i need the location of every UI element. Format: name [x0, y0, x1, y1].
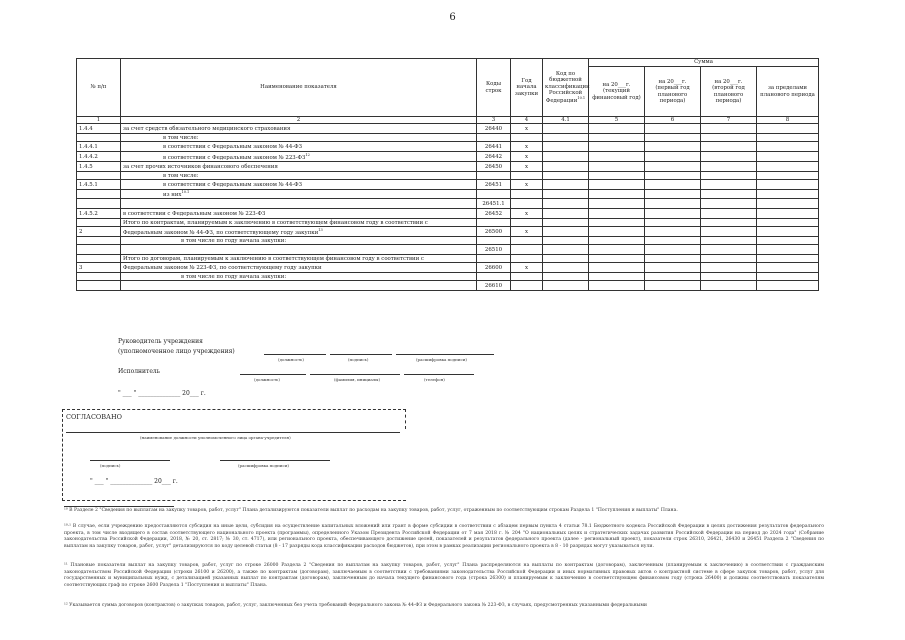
head-label: Руководитель учреждения [118, 338, 203, 345]
row-value-cell [589, 255, 645, 263]
row-name [121, 245, 477, 255]
cap-phone: (телефон) [424, 377, 445, 382]
row-value-cell [543, 209, 589, 219]
row-value-cell [645, 273, 701, 281]
head-signature-line [330, 354, 392, 355]
head-label-2: (уполномоченное лицо учреждения) [118, 348, 235, 355]
row-num: 1.4.4 [77, 124, 121, 134]
column-numbers-row [77, 117, 819, 124]
row-value-cell [543, 134, 589, 142]
row-value-cell [589, 190, 645, 199]
row-year [511, 255, 543, 263]
table-row [77, 209, 819, 219]
row-code: 26452 [477, 209, 511, 219]
row-value-cell [543, 172, 589, 180]
row-code: 26600 [477, 263, 511, 273]
row-value-cell [757, 209, 819, 219]
row-value-cell [645, 281, 701, 291]
row-name: в соответствии с Федеральным законом № 44-ФЗ [121, 142, 477, 152]
agreed-cap-signature: (подпись) [100, 463, 121, 468]
row-value-cell [543, 190, 589, 199]
table-row [77, 162, 819, 172]
row-code: 26510 [477, 245, 511, 255]
table-row [77, 219, 819, 227]
col-number: 6 [645, 117, 701, 124]
row-value-cell [589, 162, 645, 172]
row-value-cell [589, 180, 645, 190]
row-value-cell [645, 255, 701, 263]
payments-table [76, 58, 819, 291]
row-value-cell [757, 134, 819, 142]
row-name [121, 281, 477, 291]
row-value-cell [589, 263, 645, 273]
row-value-cell [757, 281, 819, 291]
footnote-10-1: ¹⁰·¹ В случае, если учреждению предоставляются субсидия на иные цели, субсидия на осуществление капитальных вложений или грант в форме субсидии в соответствии с абзацем первым пункта 4 статьи 78.1 Бюджетного кодекса Российской Федерации в целях достижения результатов федерального проекта, в том числе входящего в состав соответствующего национального проекта (программы), определенного Указом Президента Российской Федерации от 7 мая 2018 г. № 204 "О национальных целях и стратегических задачах развития Российской Федерации на период до 2024 года" (Собрание законодательства Российской Федерации, 2018, № 20, ст. 2817; № 30, ст. 4717), или регионального проекта, обеспечивающего достижение целей, показателей и результатов федерального проекта (далее - региональный проект), показатели строк 26310, 26421, 26430 и 26451 Раздела 2 "Сведения по выплатам на закупку товаров, работ, услуг" детализируются по коду целевой статьи (8 - 17 разряды кода классификации расходов бюджетов), при этом в рамках реализации регионального проекта в 8 - 10 разрядах могут указываться нули. [64, 524, 824, 549]
row-value-cell [757, 172, 819, 180]
row-name: за счет средств обязательного медицинского страхования [121, 124, 477, 134]
cap-position2: (должность) [254, 377, 280, 382]
row-value-cell [757, 162, 819, 172]
row-value-cell [701, 209, 757, 219]
row-value-cell [701, 255, 757, 263]
row-year [511, 237, 543, 245]
row-value-cell [589, 134, 645, 142]
row-value-cell [589, 172, 645, 180]
executor-name-line [310, 374, 400, 375]
table-row [77, 180, 819, 190]
row-value-cell [701, 281, 757, 291]
row-num [77, 281, 121, 291]
header-sum-beyond: за пределами планового периода [757, 67, 819, 117]
row-year [511, 134, 543, 142]
row-value-cell [757, 273, 819, 281]
row-num: 2 [77, 227, 121, 237]
row-year [511, 172, 543, 180]
row-value-cell [645, 237, 701, 245]
row-value-cell [757, 219, 819, 227]
table-row [77, 255, 819, 263]
row-value-cell [645, 219, 701, 227]
row-name: Итого по договорам, планируемым к заключению в соответствующем финансовом году в соответствии с [121, 255, 477, 263]
row-value-cell [701, 152, 757, 162]
row-name: в соответствии с Федеральным законом № 223-ФЗ$^{12}$ [121, 152, 477, 162]
row-num [77, 255, 121, 263]
col-number: 4.1 [543, 117, 589, 124]
row-name: в соответствии с Федеральным законом № 44-ФЗ [121, 180, 477, 190]
row-code: 26610 [477, 281, 511, 291]
agreed-signature-line [90, 460, 170, 461]
row-value-cell [589, 281, 645, 291]
row-value-cell [757, 263, 819, 273]
row-name: Итого по контрактам, планируемым к заключению в соответствующем финансовом году в соответствии с [121, 219, 477, 227]
row-code: 26451 [477, 180, 511, 190]
page-number: 6 [449, 12, 456, 23]
row-year: x [511, 180, 543, 190]
row-num [77, 190, 121, 199]
row-value-cell [645, 134, 701, 142]
row-name: Федеральным законом № 44-ФЗ, по соответствующему году закупки$^{13}$ [121, 227, 477, 237]
table-row [77, 237, 819, 245]
row-value-cell [543, 281, 589, 291]
row-code [477, 134, 511, 142]
row-name: в том числе по году начала закупки: [121, 273, 477, 281]
row-code: 26441 [477, 142, 511, 152]
row-num: 1.4.4.2 [77, 152, 121, 162]
row-value-cell [701, 273, 757, 281]
row-value-cell [589, 227, 645, 237]
col-number: 2 [121, 117, 477, 124]
row-num [77, 199, 121, 209]
agreed-cap-org: (наименование должности уполномоченного лица органа-учредителя) [140, 435, 291, 440]
row-value-cell [589, 124, 645, 134]
table-row [77, 142, 819, 152]
footnote-rule [64, 506, 174, 507]
row-code: 26450 [477, 162, 511, 172]
row-num: 1.4.4.1 [77, 142, 121, 152]
col-number: 4 [511, 117, 543, 124]
row-num: 1.4.5.2 [77, 209, 121, 219]
row-name: в том числе: [121, 134, 477, 142]
row-value-cell [701, 172, 757, 180]
col-number: 8 [757, 117, 819, 124]
row-value-cell [645, 162, 701, 172]
row-value-cell [757, 152, 819, 162]
row-num: 1.4.5 [77, 162, 121, 172]
executor-position-line [240, 374, 306, 375]
agreed-cap-decoding: (расшифровка подписи) [238, 463, 289, 468]
row-code: 26451.1 [477, 199, 511, 209]
table-row [77, 199, 819, 209]
table-row [77, 227, 819, 237]
row-code [477, 172, 511, 180]
row-value-cell [757, 180, 819, 190]
col-number: 3 [477, 117, 511, 124]
row-year [511, 245, 543, 255]
row-num [77, 237, 121, 245]
row-name: Федеральным законом № 223-ФЗ, по соответствующему году закупки [121, 263, 477, 273]
row-code [477, 219, 511, 227]
row-value-cell [701, 124, 757, 134]
row-value-cell [645, 180, 701, 190]
row-code [477, 273, 511, 281]
executor-phone-line [404, 374, 474, 375]
row-value-cell [645, 199, 701, 209]
row-code: 26440 [477, 124, 511, 134]
row-name: в том числе по году начала закупки: [121, 237, 477, 245]
row-value-cell [645, 172, 701, 180]
row-value-cell [701, 142, 757, 152]
row-value-cell [543, 219, 589, 227]
table-row [77, 281, 819, 291]
cap-name: (фамилия, инициалы) [334, 377, 381, 382]
header-sum-second: на 20___г. (второй год планового периода) [701, 67, 757, 117]
row-value-cell [645, 263, 701, 273]
row-value-cell [701, 199, 757, 209]
row-value-cell [543, 237, 589, 245]
row-value-cell [543, 227, 589, 237]
row-value-cell [543, 124, 589, 134]
row-value-cell [757, 190, 819, 199]
row-value-cell [757, 245, 819, 255]
row-value-cell [589, 245, 645, 255]
row-year: x [511, 227, 543, 237]
header-sum-first: на 20___г. (первый год планового периода) [645, 67, 701, 117]
row-value-cell [543, 273, 589, 281]
row-value-cell [543, 152, 589, 162]
head-position-line [264, 354, 326, 355]
row-num [77, 219, 121, 227]
table-row [77, 124, 819, 134]
executor-label: Исполнитель [118, 368, 160, 375]
row-value-cell [543, 180, 589, 190]
agreed-decoding-line [220, 460, 330, 461]
table-row [77, 245, 819, 255]
cap-position: (должность) [278, 357, 304, 362]
row-value-cell [701, 219, 757, 227]
head-decoding-line [396, 354, 494, 355]
agreed-box [62, 409, 406, 501]
row-value-cell [701, 263, 757, 273]
row-value-cell [589, 273, 645, 281]
row-value-cell [543, 245, 589, 255]
agreed-box-edge [405, 409, 406, 429]
row-value-cell [645, 142, 701, 152]
agreed-org-line [66, 432, 400, 433]
table-row [77, 273, 819, 281]
sign-date: " ___ " ______________ 20___ г. [118, 390, 206, 397]
row-value-cell [645, 124, 701, 134]
row-value-cell [757, 227, 819, 237]
row-value-cell [701, 134, 757, 142]
row-value-cell [645, 190, 701, 199]
row-value-cell [701, 190, 757, 199]
row-num [77, 273, 121, 281]
row-name: из них$^{10.1}$ [121, 190, 477, 199]
footnote-12: ¹² Указывается сумма договоров (контрактов) о закупках товаров, работ, услуг, заключенных без учета требований Федерального закона № 44-ФЗ и Федерального закона № 223-ФЗ, в случаях, предусмотренных указанными федеральными [64, 603, 647, 608]
row-year: x [511, 142, 543, 152]
row-value-cell [589, 152, 645, 162]
row-value-cell [701, 237, 757, 245]
row-year: x [511, 162, 543, 172]
row-name [121, 199, 477, 209]
row-year: x [511, 124, 543, 134]
row-value-cell [701, 162, 757, 172]
row-year [511, 219, 543, 227]
header-bk-code: Код по бюджетной классификации Российской Федерации$^{10.1}$ [543, 59, 589, 117]
cap-decoding: (расшифровка подписи) [416, 357, 467, 362]
row-value-cell [589, 199, 645, 209]
footnote-10: ¹⁰ В Разделе 2 "Сведения по выплатам на закупку товаров, работ, услуг" Плана детализируются показатели выплат по расходам на закупку товаров, работ, услуг, отраженным по соответствующим строкам Раздела 1 "Поступления и выплаты" Плана. [64, 508, 678, 513]
row-code: 26442 [477, 152, 511, 162]
header-year-start: Год начала закупки [511, 59, 543, 117]
header-row-code: Коды строк [477, 59, 511, 117]
table-row [77, 134, 819, 142]
row-code [477, 190, 511, 199]
table-row [77, 172, 819, 180]
col-number: 1 [77, 117, 121, 124]
row-num [77, 172, 121, 180]
row-year: x [511, 263, 543, 273]
row-name: в соответствии с Федеральным законом № 223-ФЗ [121, 209, 477, 219]
row-year [511, 190, 543, 199]
row-value-cell [645, 209, 701, 219]
row-year: x [511, 209, 543, 219]
row-value-cell [757, 199, 819, 209]
table-row [77, 190, 819, 199]
row-value-cell [757, 142, 819, 152]
row-value-cell [543, 162, 589, 172]
row-num [77, 245, 121, 255]
row-value-cell [589, 142, 645, 152]
row-code: 26500 [477, 227, 511, 237]
row-value-cell [757, 124, 819, 134]
cap-signature: (подпись) [348, 357, 369, 362]
header-num: № п/п [77, 59, 121, 117]
row-num [77, 134, 121, 142]
agreed-date: " ___ " ______________ 20___ г. [90, 478, 178, 485]
row-value-cell [645, 227, 701, 237]
row-value-cell [589, 219, 645, 227]
row-value-cell [543, 199, 589, 209]
row-year [511, 281, 543, 291]
row-value-cell [645, 152, 701, 162]
table-row [77, 263, 819, 273]
row-value-cell [701, 245, 757, 255]
row-code [477, 237, 511, 245]
row-value-cell [701, 180, 757, 190]
row-value-cell [645, 245, 701, 255]
row-year: x [511, 152, 543, 162]
row-value-cell [543, 263, 589, 273]
header-sum-current: на 20___г. (текущий финансовый год) [589, 67, 645, 117]
row-value-cell [757, 237, 819, 245]
row-name: за счет прочих источников финансового обеспечения [121, 162, 477, 172]
row-value-cell [589, 209, 645, 219]
row-value-cell [543, 255, 589, 263]
row-code [477, 255, 511, 263]
row-value-cell [589, 237, 645, 245]
row-year [511, 199, 543, 209]
row-num: 3 [77, 263, 121, 273]
header-sum: Сумма [589, 59, 819, 67]
row-value-cell [701, 227, 757, 237]
row-year [511, 273, 543, 281]
row-value-cell [543, 142, 589, 152]
footnote-11: ¹¹ Плановые показатели выплат на закупку товаров, работ, услуг по строке 26000 Раздела 2 "Сведения по выплатам на закупку товаров, работ, услуг" Плана распределяются на выплаты по контрактам (договорам), заключенным (планируемым к заключению) в соответствии с гражданским законодательством Российской Федерации (строки 26100 и 26200), а также по контрактам (договорам), заключаемым в соответствии с требованиями законодательства Российской Федерации и иных нормативных правовых актов о контрактной системе в сфере закупок товаров, работ, услуг для государственных и муниципальных нужд, с детализацией указанных выплат по контрактам (договорам), заключенным до начала текущего финансового года (строка 26300) и планируемым к заключению в соответствующем финансовом году (строка 26400) и должны соответствовать показателям соответствующих граф по строке 2600 Раздела 1 "Поступления и выплаты" Плана. [64, 563, 824, 588]
row-name: в том числе: [121, 172, 477, 180]
table-row [77, 152, 819, 162]
row-num: 1.4.5.1 [77, 180, 121, 190]
col-number: 5 [589, 117, 645, 124]
header-name: Наименование показателя [121, 59, 477, 117]
row-value-cell [757, 255, 819, 263]
col-number: 7 [701, 117, 757, 124]
agreed-title: СОГЛАСОВАНО [66, 413, 122, 421]
